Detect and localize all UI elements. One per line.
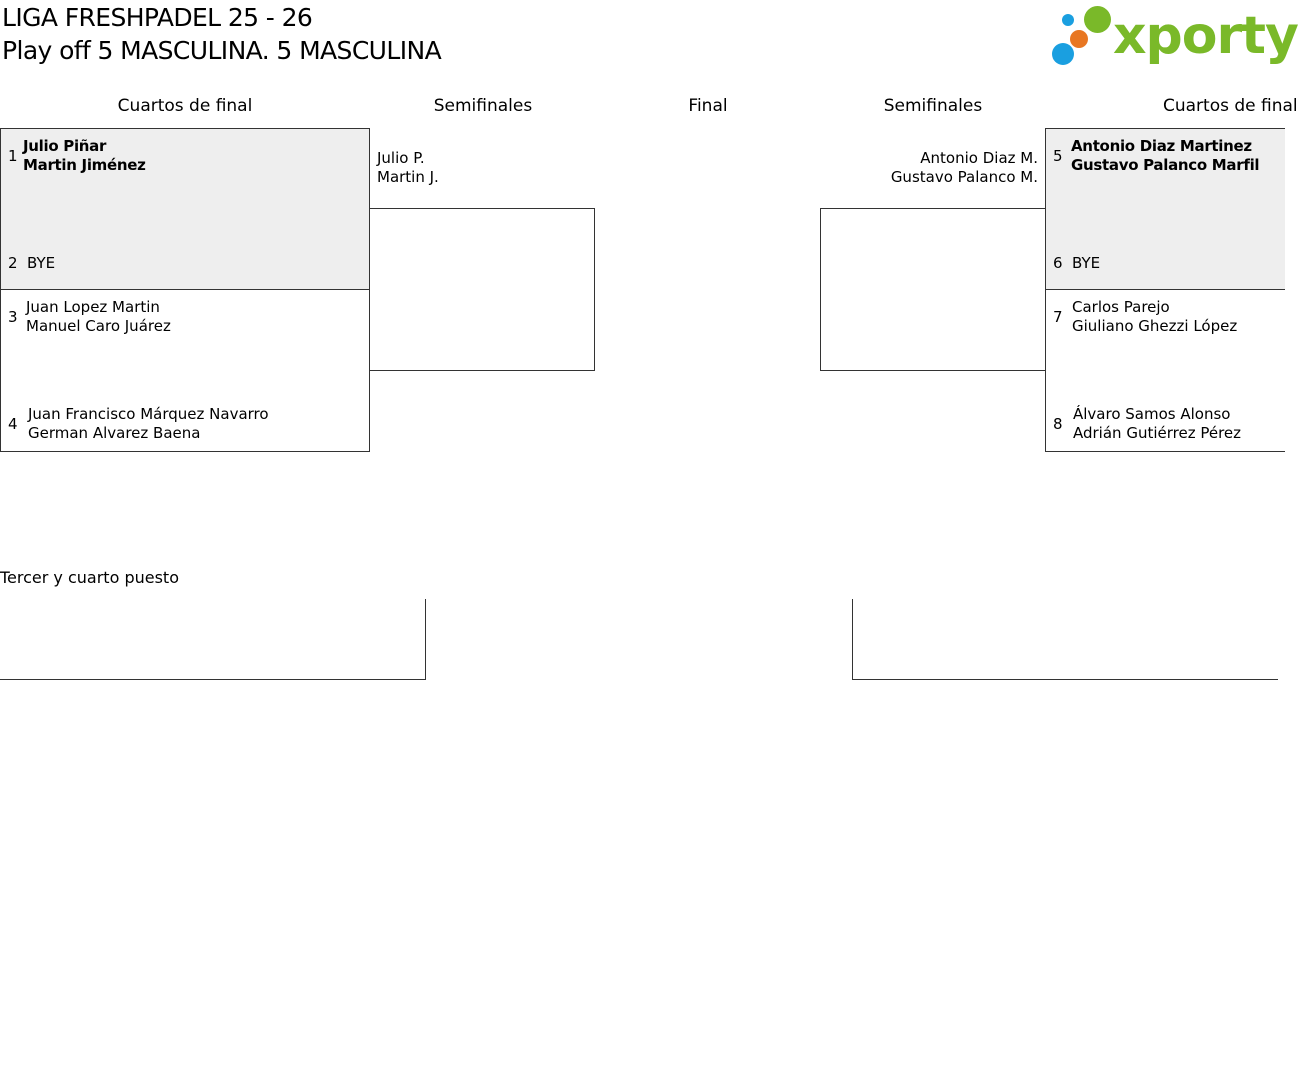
- bracket-line: [852, 599, 853, 680]
- left-semi-match[interactable]: [369, 208, 595, 371]
- logo-dot-blue-large: [1052, 43, 1074, 65]
- player-name: Julio P.: [377, 149, 425, 167]
- team-pair: [27, 254, 55, 273]
- player-name: Martin J.: [377, 168, 439, 186]
- seed-number: 5: [1053, 147, 1063, 165]
- seed-number: 3: [8, 308, 18, 326]
- third-place-label: Tercer y cuarto puesto: [0, 568, 179, 587]
- player-name: Gustavo Palanco Marfil: [1071, 156, 1260, 174]
- right-semi-team: [891, 149, 1038, 187]
- seed-number: 2: [8, 254, 18, 272]
- team-pair: [28, 405, 269, 443]
- right-semi-match[interactable]: [820, 208, 1046, 371]
- logo-dot-orange: [1070, 30, 1088, 48]
- logo-dot-blue-small: [1062, 14, 1074, 26]
- team-pair: [1073, 405, 1241, 443]
- logo-wordmark: xporty: [1113, 6, 1298, 66]
- left-quarter-match-1[interactable]: [0, 128, 370, 290]
- round-header-left-quarter: Cuartos de final: [117, 96, 253, 116]
- left-semi-team: [377, 149, 439, 187]
- player-name: Álvaro Samos Alonso: [1073, 405, 1231, 423]
- seed-number: 8: [1053, 415, 1063, 433]
- player-name: Juan Lopez Martin: [26, 298, 160, 316]
- player-name: BYE: [1072, 254, 1101, 272]
- team-pair: [1071, 137, 1259, 175]
- team-pair: [1072, 298, 1237, 336]
- player-name: Martin Jiménez: [23, 156, 146, 174]
- bracket-line: [852, 679, 1278, 680]
- player-name: BYE: [27, 254, 56, 272]
- player-name: German Alvarez Baena: [28, 424, 201, 442]
- player-name: Antonio Diaz M.: [920, 149, 1038, 167]
- player-name: Julio Piñar: [23, 137, 107, 155]
- player-name: Juan Francisco Márquez Navarro: [28, 405, 269, 423]
- bracket-line: [425, 599, 426, 680]
- team-pair: [1072, 254, 1100, 273]
- seed-number: 7: [1053, 308, 1063, 326]
- player-name: Adrián Gutiérrez Pérez: [1073, 424, 1242, 442]
- player-name: Antonio Diaz Martinez: [1071, 137, 1252, 155]
- right-quarter-match-1[interactable]: [1045, 128, 1285, 290]
- page-title: LIGA FRESHPADEL 25 - 26: [2, 3, 313, 32]
- player-name: Gustavo Palanco M.: [890, 168, 1038, 186]
- player-name: Carlos Parejo: [1072, 298, 1170, 316]
- page-subtitle: Play off 5 MASCULINA. 5 MASCULINA: [2, 36, 442, 65]
- seed-number: 6: [1053, 254, 1063, 272]
- round-header-right-quarter: Cuartos de final: [1163, 96, 1298, 116]
- player-name: Manuel Caro Juárez: [26, 317, 171, 335]
- right-quarter-match-2[interactable]: [1045, 289, 1285, 452]
- team-pair: [26, 298, 171, 336]
- round-header-left-semi: Semifinales: [433, 96, 533, 116]
- seed-number: 1: [8, 147, 18, 165]
- logo-dot-green: [1084, 6, 1111, 33]
- round-header-final: Final: [688, 96, 728, 116]
- seed-number: 4: [8, 415, 18, 433]
- team-pair: [23, 137, 146, 175]
- round-header-right-semi: Semifinales: [883, 96, 983, 116]
- player-name: Giuliano Ghezzi López: [1072, 317, 1238, 335]
- left-quarter-match-2[interactable]: [0, 289, 370, 452]
- bracket-line: [0, 679, 426, 680]
